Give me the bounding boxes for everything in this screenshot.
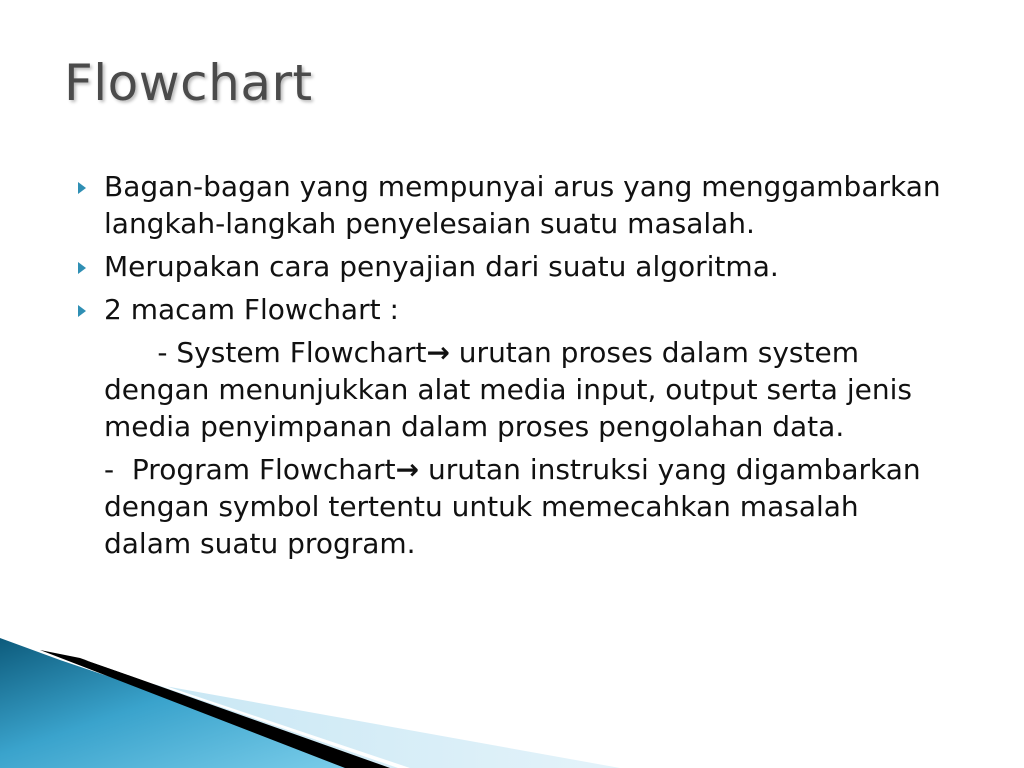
decorative-wave-footer: [0, 638, 1024, 768]
bullet-text: Merupakan cara penyajian dari suatu algoritma.: [104, 250, 779, 283]
bullet-text: Bagan-bagan yang mempunyai arus yang menggambarkan langkah-langkah penyelesaian suatu masalah.: [104, 170, 941, 240]
bullet-item: [72, 291, 942, 328]
bullet-text: 2 macam Flowchart :: [104, 293, 399, 326]
bullet-item: [72, 248, 942, 285]
bullet-item: [72, 168, 942, 242]
slide-title: Flowchart: [64, 54, 313, 112]
triangle-bullet-icon: [78, 262, 86, 274]
triangle-bullet-icon: [78, 305, 86, 317]
sub-item-text: urutan instruksi yang digambarkan dengan symbol tertentu untuk memecahkan masalah dalam suatu program.: [104, 453, 930, 560]
sub-item-text: urutan proses dalam system dengan menunjukkan alat media input, output serta jenis media penyimpanan dalam proses pengolahan data.: [104, 336, 921, 443]
sub-item-lead: - System Flowchart: [104, 336, 427, 369]
arrow-right-icon: →: [395, 453, 420, 486]
sub-item-lead: - Program Flowchart: [104, 453, 396, 486]
arrow-right-icon: →: [426, 336, 450, 369]
sub-item-system-flowchart: [72, 334, 942, 445]
slide-body: [72, 168, 942, 568]
triangle-bullet-icon: [78, 182, 86, 194]
sub-item-program-flowchart: [72, 451, 942, 562]
